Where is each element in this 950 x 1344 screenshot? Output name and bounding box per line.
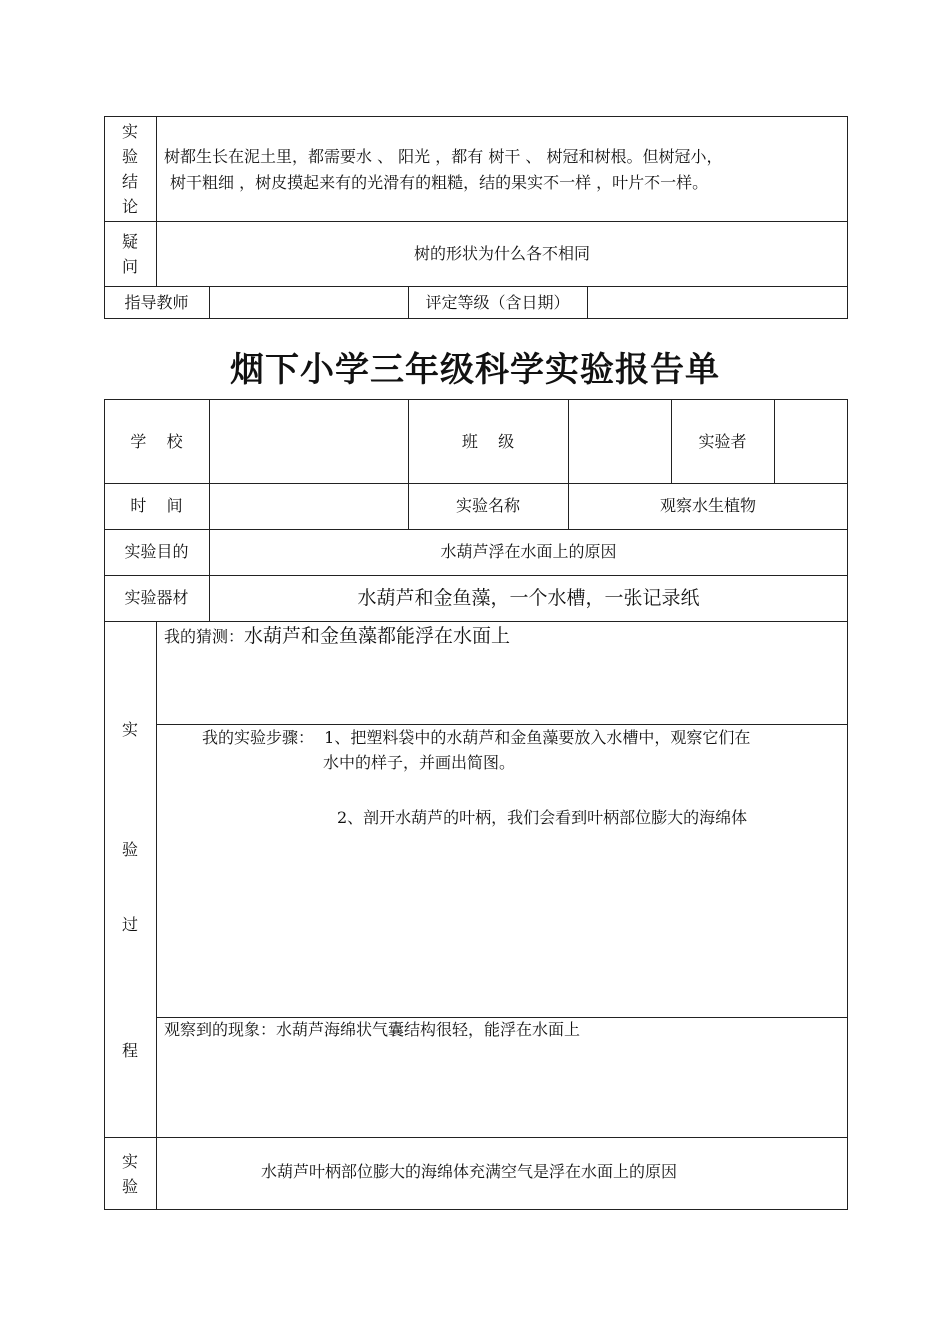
table2-row-divider: [104, 529, 848, 530]
conclusion-label-char: 验: [121, 147, 138, 166]
process-label-char: 验: [121, 840, 138, 859]
bottom-label-char: 验: [121, 1177, 138, 1196]
process-label-char: 实: [121, 720, 138, 739]
class-label: 班 级: [461, 432, 515, 451]
table2-sub-divider: [156, 724, 848, 725]
table1-col-divider: [587, 286, 588, 319]
table2-row-divider: [104, 1137, 848, 1138]
equipment-label: 实验器材: [124, 588, 189, 607]
conclusion-label-char: 结: [121, 172, 138, 191]
teacher-label: 指导教师: [124, 293, 189, 312]
conclusion-label-char: 论: [121, 197, 138, 216]
table2-col-divider: [774, 399, 775, 483]
experiment-name-label: 实验名称: [455, 496, 520, 515]
conclusion-label: [118, 119, 142, 219]
table2-col-divider: [156, 621, 157, 1210]
table2-row-divider: [104, 621, 848, 622]
experiment-name-value: 观察水生植物: [659, 496, 756, 515]
table1-row-divider: [104, 286, 848, 287]
table-report: [104, 399, 848, 1210]
question-label-char: 疑: [121, 232, 138, 251]
equipment-value: 水葫芦和金鱼藻，一个水槽，一张记录纸: [357, 587, 700, 609]
guess-text: 水葫芦和金鱼藻都能浮在水面上: [244, 625, 511, 647]
table2-row-divider: [104, 483, 848, 484]
steps-line-3: 2、剖开水葫芦的叶柄，我们会看到叶柄部位膨大的海绵体: [337, 808, 748, 827]
observed-text: 观察到的现象：水葫芦海绵状气囊结构很轻，能浮在水面上: [164, 1020, 581, 1039]
process-label-char: 过: [121, 915, 138, 934]
purpose-label: 实验目的: [124, 542, 189, 561]
process-label-char: 程: [121, 1041, 138, 1060]
table1-col-divider: [209, 286, 210, 319]
purpose-value: 水葫芦浮在水面上的原因: [440, 542, 617, 561]
question-text: 树的形状为什么各不相同: [413, 244, 590, 263]
table2-row-divider: [104, 575, 848, 576]
page-title: 烟下小学三年级科学实验报告单: [230, 350, 720, 390]
conclusion-line-1: 树都生长在泥土里，都需要水 、 阳光 ，都有 树干 、 树冠和树根。但树冠小，: [164, 147, 723, 166]
steps-line-2: 水中的样子，并画出简图。: [323, 753, 516, 772]
bottom-label: [118, 1149, 142, 1199]
question-label: [118, 229, 142, 279]
conclusion-line-2: 树干粗细 ，树皮摸起来有的光滑有的粗糙，结的果实不一样 ，叶片不一样。: [170, 173, 709, 192]
bottom-label-char: 实: [121, 1152, 138, 1171]
conclusion-label-char: 实: [121, 122, 138, 141]
table2-sub-divider: [156, 1017, 848, 1018]
time-label: 时 间: [130, 496, 183, 515]
table1-row-divider: [104, 221, 848, 222]
grade-label: 评定等级（含日期）: [425, 293, 570, 312]
school-label: 学 校: [130, 432, 183, 451]
guess-line: [164, 623, 510, 649]
guess-prefix: 我的猜测：: [164, 627, 245, 646]
question-label-char: 问: [121, 257, 138, 276]
bottom-text: 水葫芦叶柄部位膨大的海绵体充满空气是浮在水面上的原因: [261, 1162, 678, 1181]
experimenter-label: 实验者: [698, 432, 747, 451]
steps-line-1: 我的实验步骤： 1、把塑料袋中的水葫芦和金鱼藻要放入水槽中，观察它们在: [202, 728, 751, 747]
